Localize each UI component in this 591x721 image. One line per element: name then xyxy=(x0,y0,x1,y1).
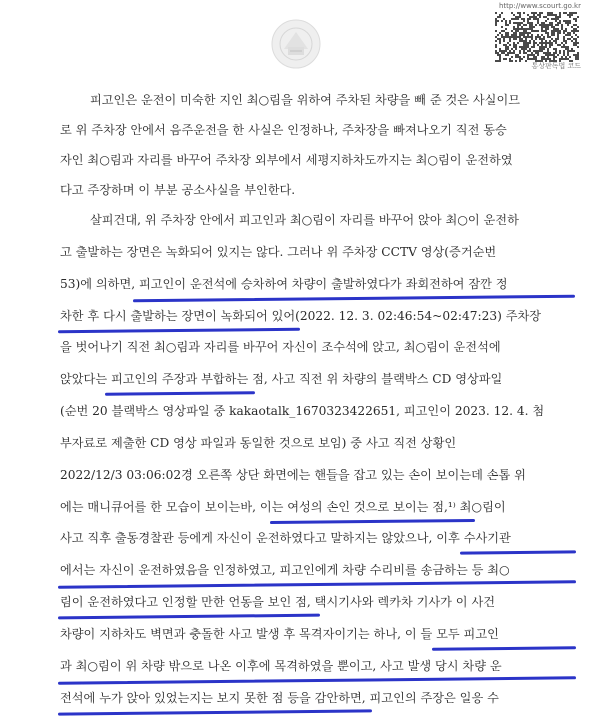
body-line: 에는 매니큐어를 한 모습이 보이는바, 이는 여성의 손인 것으로 보이는 점,¹⁾ 최○림이 xyxy=(60,500,506,514)
body-line: 림이 운전하였다고 인정할 만한 언동을 보인 점, 택시기사와 렉카차 기사가 이 사건 xyxy=(60,595,496,609)
court-url: http://www.scourt.go.kr xyxy=(498,2,581,10)
body-line: 을 벗어나기 직전 최○림과 자리를 바꾸어 자신이 조수석에 앉고, 최○림이 운전석에 xyxy=(60,340,501,354)
body-line: (순번 20 블랙박스 영상파일 중 kakaotalk_1670323422651, 피고인이 2023. 12. 4. 첨 xyxy=(60,404,545,418)
body-line: 다고 주장하며 이 부분 공소사실을 부인한다. xyxy=(60,183,296,197)
body-line: 부자료로 제출한 CD 영상 파일과 동일한 것으로 보임) 중 사고 직전 상황인 xyxy=(60,436,457,450)
body-line: 2022/12/3 03:06:02경 오른쪽 상단 화면에는 핸들을 잡고 있는 손이 보이는데 손톱 위 xyxy=(60,468,526,482)
body-line: 로 위 주차장 안에서 음주운전을 한 사실은 인정하나, 주차장을 빠져나오기 직전 동승 xyxy=(60,123,507,137)
body-line: 앉았다는 피고인의 주장과 부합하는 점, 사고 직전 위 차량의 블랙박스 CD 영상파일 xyxy=(60,372,503,386)
body-line: 차량이 지하차도 벽면과 충돌한 사고 발생 후 목격자이기는 하나, 이 들 모두 피고인 xyxy=(60,627,499,641)
body-line: 사고 직후 출동경찰관 등에게 자신이 운전하였다고 말하지는 않았으나, 이후 수사기관 xyxy=(60,531,511,545)
body-line: 피고인은 운전이 미숙한 지인 최○림을 위하여 주차된 차량을 빼 준 것은 사실이므 xyxy=(90,93,520,107)
body-line: 고 출발하는 장면은 녹화되어 있지는 않다. 그러나 위 주차장 CCTV 영상(증거순번 xyxy=(60,245,497,259)
body-line: 자인 최○림과 자리를 바꾸어 주차장 외부에서 세평지하차도까지는 최○림이 운전하였 xyxy=(60,153,513,167)
body-line: 살피건대, 위 주차장 안에서 피고인과 최○림이 자리를 바꾸어 앉아 최○이 운전하 xyxy=(90,213,519,227)
body-line: 차한 후 다시 출발하는 장면이 녹화되어 있어(2022. 12. 3. 02:46:54~02:47:23) 주차장 xyxy=(60,309,542,323)
body-line: 전석에 누가 앉아 있었는지는 보지 못한 점 등을 감안하면, 피고인의 주장은 일응 수 xyxy=(60,691,499,705)
body-line: 에서는 자신이 운전하였음을 인정하였고, 피고인에게 차량 수리비를 송금하는 등 최○ xyxy=(60,563,510,577)
body-line: 53)에 의하면, 피고인이 운전석에 승차하여 차량이 출발하였다가 좌회전하여 잠깐 정 xyxy=(60,277,508,291)
body-line: 과 최○림이 위 차량 밖으로 나온 이후에 목격하였을 뿐이고, 사고 발생 당시 차량 운 xyxy=(60,659,502,673)
verification-code-caption: 통상판독법 코드 xyxy=(531,62,581,70)
